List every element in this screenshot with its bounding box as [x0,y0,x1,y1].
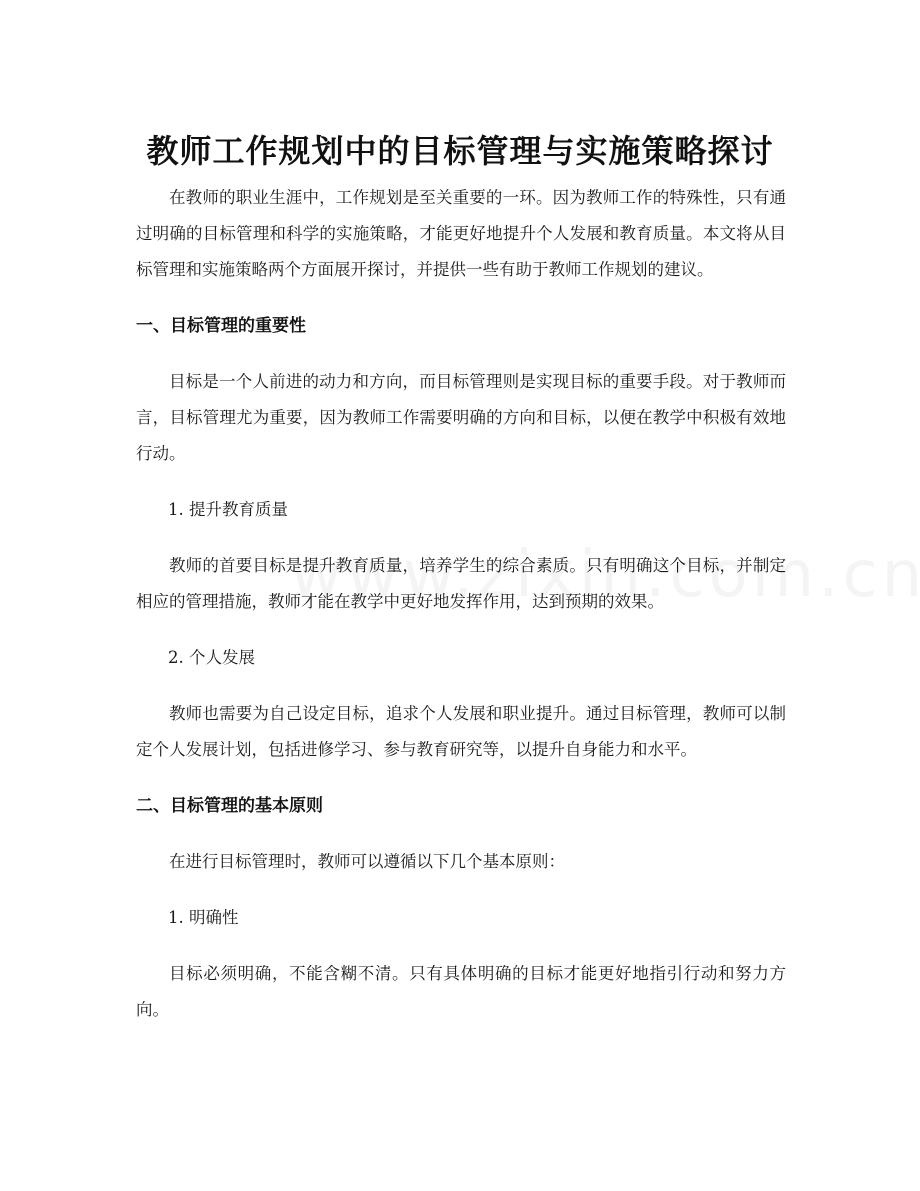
section-1-item-2-paragraph: 教师也需要为自己设定目标，追求个人发展和职业提升。通过目标管理，教师可以制定个人发展计划，包括进修学习、参与教育研究等，以提升自身能力和水平。 [136,704,786,759]
section-heading-1: 一、目标管理的重要性 [136,316,306,336]
section-1-paragraph: 目标是一个人前进的动力和方向，而目标管理则是实现目标的重要手段。对于教师而言，目标管理尤为重要，因为教师工作需要明确的方向和目标，以便在教学中积极有效地行动。 [136,372,786,463]
page-title: 教师工作规划中的目标管理与实施策略探讨 [146,132,774,171]
section-2-item-1-paragraph: 目标必须明确，不能含糊不清。只有具体明确的目标才能更好地指引行动和努力方向。 [136,964,786,1019]
intro-paragraph: 在教师的职业生涯中，工作规划是至关重要的一环。因为教师工作的特殊性，只有通过明确的目标管理和科学的实施策略，才能更好地提升个人发展和教育质量。本文将从目标管理和实施策略两个方面展开探讨，并提供一些有助于教师工作规划的建议。 [136,188,786,279]
section-1-item-1-label: 1. 提升教育质量 [168,500,288,519]
section-2-item-1-label: 1. 明确性 [168,908,239,927]
document-body [136,180,786,1028]
section-2-paragraph: 在进行目标管理时，教师可以遵循以下几个基本原则： [169,852,565,871]
section-1-item-1-paragraph: 教师的首要目标是提升教育质量，培养学生的综合素质。只有明确这个目标，并制定相应的管理措施，教师才能在教学中更好地发挥作用，达到预期的效果。 [136,556,786,611]
section-1-item-2-label: 2. 个人发展 [168,648,255,667]
section-heading-2: 二、目标管理的基本原则 [136,796,323,816]
